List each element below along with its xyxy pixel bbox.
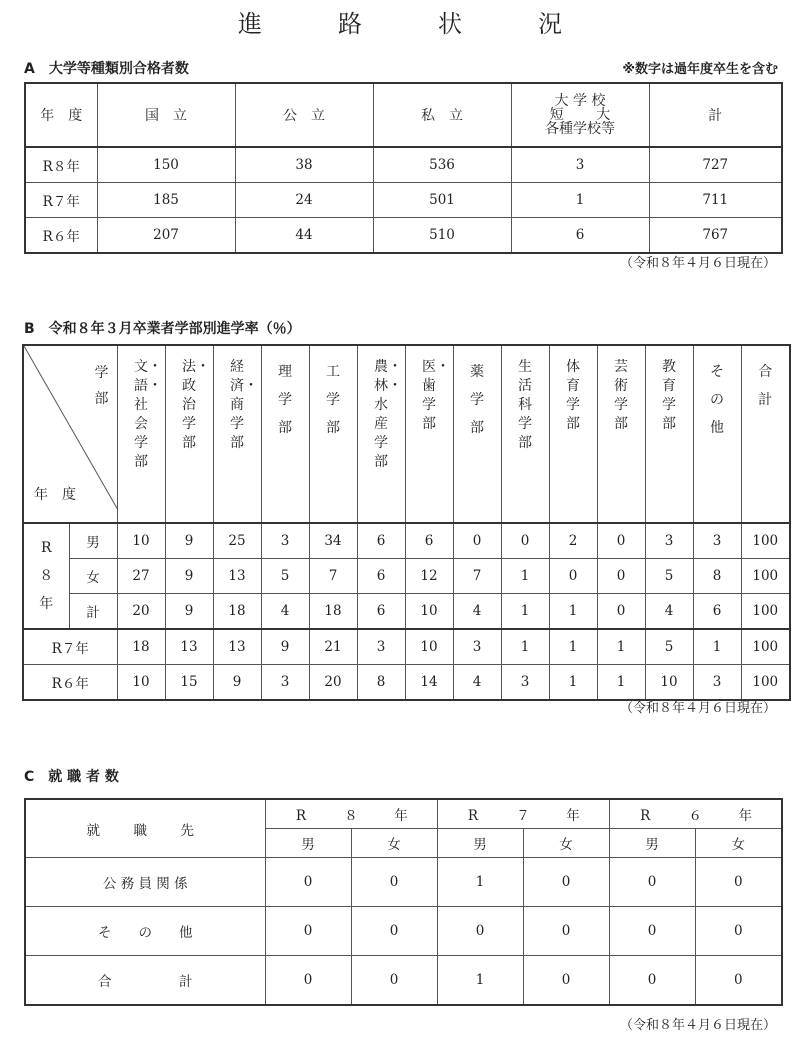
cell-rate: 9 (165, 559, 213, 594)
cell-rate: 10 (645, 665, 693, 701)
cell-total: 767 (649, 218, 782, 254)
faculty-label: 教育学部 (662, 359, 676, 432)
faculty-label: 経済・商学部 (230, 359, 258, 451)
row-sex: 女 (69, 559, 117, 594)
cell-private: 501 (373, 183, 511, 218)
cell-rate: 7 (453, 559, 501, 594)
corner-cell (23, 345, 117, 523)
cell-count: 0 (695, 907, 782, 956)
section-a-note: ※数字は過年度卒生を含む (622, 62, 778, 77)
table-faculty-rates (22, 344, 791, 701)
cell-rate: 7 (309, 559, 357, 594)
corner-faculty-label: 学部 (94, 365, 109, 407)
year-part: ６ (688, 808, 702, 824)
row-sex: 男 (69, 523, 117, 559)
cell-rate: 18 (213, 594, 261, 630)
header-faculty (309, 345, 357, 523)
cell-count: 0 (695, 956, 782, 1006)
row-employer: 公 務 員 関 係 (25, 858, 265, 907)
table-employment (24, 798, 783, 1006)
header-faculty (213, 345, 261, 523)
cell-rate: 5 (645, 629, 693, 665)
cell-rate: 1 (597, 629, 645, 665)
faculty-label: 文・語・社会学部 (134, 359, 162, 470)
year-part: ８ (344, 808, 358, 824)
row-year: R６年 (25, 218, 97, 254)
year-part: R (640, 808, 651, 824)
cell-count: 1 (437, 858, 523, 907)
section-c-heading: C 就 職 者 数 (24, 769, 119, 785)
cell-rate: 10 (405, 594, 453, 630)
cell-rate: 8 (693, 559, 741, 594)
cell-rate: 100 (741, 629, 790, 665)
cell-rate: 27 (117, 559, 165, 594)
header-year: 年 度 (25, 83, 97, 147)
cell-rate: 8 (357, 665, 405, 701)
section-b-heading: B 令和８年３月卒業者学部別進学率（％） (24, 321, 301, 337)
cell-rate: 1 (549, 629, 597, 665)
cell-rate: 0 (453, 523, 501, 559)
header-female: 女 (351, 829, 437, 858)
cell-other: 1 (511, 183, 649, 218)
year-part: R (295, 808, 307, 824)
cell-count: 0 (351, 858, 437, 907)
cell-count: 0 (437, 907, 523, 956)
cell-national: 150 (97, 147, 235, 183)
cell-rate: 100 (741, 665, 790, 701)
cell-other: 3 (511, 147, 649, 183)
cell-rate: 3 (693, 665, 741, 701)
cell-rate: 0 (549, 559, 597, 594)
cell-other: 6 (511, 218, 649, 254)
cell-rate: 13 (213, 559, 261, 594)
faculty-label: 合計 (758, 364, 773, 408)
cell-private: 510 (373, 218, 511, 254)
table-row (25, 147, 782, 183)
cell-rate: 1 (549, 665, 597, 701)
cell-rate: 13 (213, 629, 261, 665)
cell-rate: 100 (741, 594, 790, 630)
cell-count: 0 (351, 956, 437, 1006)
cell-rate: 0 (597, 559, 645, 594)
cell-count: 0 (265, 907, 351, 956)
table-row (23, 559, 790, 594)
cell-count: 0 (351, 907, 437, 956)
header-year (437, 799, 609, 829)
faculty-label: 医・歯学部 (422, 359, 450, 432)
cell-rate: 0 (597, 594, 645, 630)
cell-rate: 3 (261, 665, 309, 701)
header-faculty (165, 345, 213, 523)
page-title: 進 路 状 況 (238, 10, 588, 38)
corner-year-label: 年度 (34, 487, 90, 503)
header-male: 男 (265, 829, 351, 858)
table-header-row (23, 345, 790, 523)
cell-rate: 1 (501, 594, 549, 630)
faculty-label: 芸術学部 (614, 359, 628, 432)
cell-rate: 3 (501, 665, 549, 701)
cell-rate: 100 (741, 559, 790, 594)
cell-rate: 4 (645, 594, 693, 630)
header-faculty (261, 345, 309, 523)
cell-public: 38 (235, 147, 373, 183)
cell-rate: 3 (453, 629, 501, 665)
header-other-line3: 各種学校等 (545, 121, 615, 137)
header-female: 女 (523, 829, 609, 858)
cell-rate: 9 (165, 523, 213, 559)
table-row (25, 218, 782, 254)
cell-total: 711 (649, 183, 782, 218)
year-part: ７ (516, 808, 530, 824)
cell-rate: 6 (405, 523, 453, 559)
header-other-line2: 短 大 (549, 107, 611, 123)
faculty-label: 理学部 (278, 364, 292, 436)
cell-rate: 4 (453, 665, 501, 701)
header-employer: 就 職 先 (25, 799, 265, 858)
header-female: 女 (695, 829, 782, 858)
cell-count: 0 (523, 858, 609, 907)
cell-rate: 6 (357, 594, 405, 630)
row-year: R７年 (25, 183, 97, 218)
faculty-label: 法・政治学部 (182, 359, 210, 451)
cell-rate: 18 (309, 594, 357, 630)
header-year (609, 799, 782, 829)
cell-count: 0 (523, 907, 609, 956)
cell-rate: 10 (117, 523, 165, 559)
header-faculty (405, 345, 453, 523)
header-private: 私 立 (373, 83, 511, 147)
header-faculty (597, 345, 645, 523)
row-employer: 合 計 (25, 956, 265, 1006)
cell-rate: 3 (693, 523, 741, 559)
section-a-heading: A 大学等種類別合格者数 (24, 61, 189, 77)
row-year: R７年 (23, 629, 117, 665)
cell-rate: 0 (597, 523, 645, 559)
cell-rate: 10 (117, 665, 165, 701)
cell-rate: 9 (261, 629, 309, 665)
faculty-label: 工学部 (326, 364, 340, 436)
row-year-r8 (23, 523, 69, 629)
row-year: R６年 (23, 665, 117, 701)
cell-rate: 3 (261, 523, 309, 559)
cell-rate: 6 (693, 594, 741, 630)
cell-rate: 10 (405, 629, 453, 665)
header-male: 男 (609, 829, 695, 858)
row-year: R８年 (25, 147, 97, 183)
cell-rate: 3 (357, 629, 405, 665)
cell-rate: 15 (165, 665, 213, 701)
year-part: 年 (394, 808, 408, 824)
header-faculty (645, 345, 693, 523)
header-faculty (357, 345, 405, 523)
cell-rate: 20 (117, 594, 165, 630)
cell-count: 1 (437, 956, 523, 1006)
cell-rate: 12 (405, 559, 453, 594)
cell-rate: 1 (549, 594, 597, 630)
cell-rate: 34 (309, 523, 357, 559)
header-total: 計 (649, 83, 782, 147)
header-national: 国 立 (97, 83, 235, 147)
faculty-label: 薬学部 (470, 364, 484, 436)
table-row (23, 594, 790, 630)
cell-rate: 9 (213, 665, 261, 701)
header-faculty (117, 345, 165, 523)
cell-rate: 100 (741, 523, 790, 559)
cell-count: 0 (523, 956, 609, 1006)
cell-rate: 21 (309, 629, 357, 665)
cell-rate: 6 (357, 559, 405, 594)
table-row (23, 665, 790, 701)
header-year (265, 799, 437, 829)
header-faculty (453, 345, 501, 523)
cell-private: 536 (373, 147, 511, 183)
row-sex: 計 (69, 594, 117, 630)
cell-count: 0 (609, 858, 695, 907)
cell-national: 207 (97, 218, 235, 254)
year-part: 年 (738, 808, 752, 824)
cell-public: 24 (235, 183, 373, 218)
cell-rate: 20 (309, 665, 357, 701)
year-part: R (467, 808, 479, 824)
table-row (25, 907, 782, 956)
header-faculty (741, 345, 790, 523)
cell-count: 0 (695, 858, 782, 907)
cell-rate: 13 (165, 629, 213, 665)
header-other (511, 83, 649, 147)
table-row (23, 523, 790, 559)
header-faculty (693, 345, 741, 523)
cell-rate: 1 (501, 559, 549, 594)
header-male: 男 (437, 829, 523, 858)
cell-rate: 1 (501, 629, 549, 665)
cell-rate: 9 (165, 594, 213, 630)
cell-rate: 3 (645, 523, 693, 559)
header-faculty (549, 345, 597, 523)
faculty-label: 生活科学部 (518, 359, 532, 451)
table-row (25, 858, 782, 907)
cell-rate: 4 (453, 594, 501, 630)
header-public: 公 立 (235, 83, 373, 147)
cell-count: 0 (265, 956, 351, 1006)
section-c-asof: （令和８年４月６日現在） (619, 1018, 776, 1033)
cell-rate: 1 (597, 665, 645, 701)
cell-rate: 18 (117, 629, 165, 665)
cell-rate: 0 (501, 523, 549, 559)
cell-rate: 2 (549, 523, 597, 559)
cell-rate: 5 (645, 559, 693, 594)
table-university-admissions (24, 82, 783, 254)
table-header-row (25, 799, 782, 829)
table-row (23, 629, 790, 665)
header-other-line1: 大 学 校 (554, 93, 606, 109)
cell-count: 0 (609, 956, 695, 1006)
cell-count: 0 (609, 907, 695, 956)
table-row (25, 183, 782, 218)
cell-rate: 25 (213, 523, 261, 559)
year-part: 年 (566, 808, 580, 824)
cell-rate: 4 (261, 594, 309, 630)
table-row (25, 956, 782, 1006)
cell-public: 44 (235, 218, 373, 254)
section-a-asof: （令和８年４月６日現在） (619, 256, 776, 271)
faculty-label: 農・林・水産学部 (374, 359, 402, 470)
table-header-row (25, 83, 782, 147)
cell-total: 727 (649, 147, 782, 183)
section-b-asof: （令和８年４月６日現在） (619, 701, 776, 716)
cell-rate: 6 (357, 523, 405, 559)
cell-rate: 14 (405, 665, 453, 701)
faculty-label: その他 (710, 364, 724, 436)
row-employer: そ の 他 (25, 907, 265, 956)
cell-count: 0 (265, 858, 351, 907)
cell-rate: 1 (693, 629, 741, 665)
header-faculty (501, 345, 549, 523)
cell-national: 185 (97, 183, 235, 218)
cell-rate: 5 (261, 559, 309, 594)
year-label: R８年 (39, 540, 54, 612)
faculty-label: 体育学部 (566, 359, 580, 432)
